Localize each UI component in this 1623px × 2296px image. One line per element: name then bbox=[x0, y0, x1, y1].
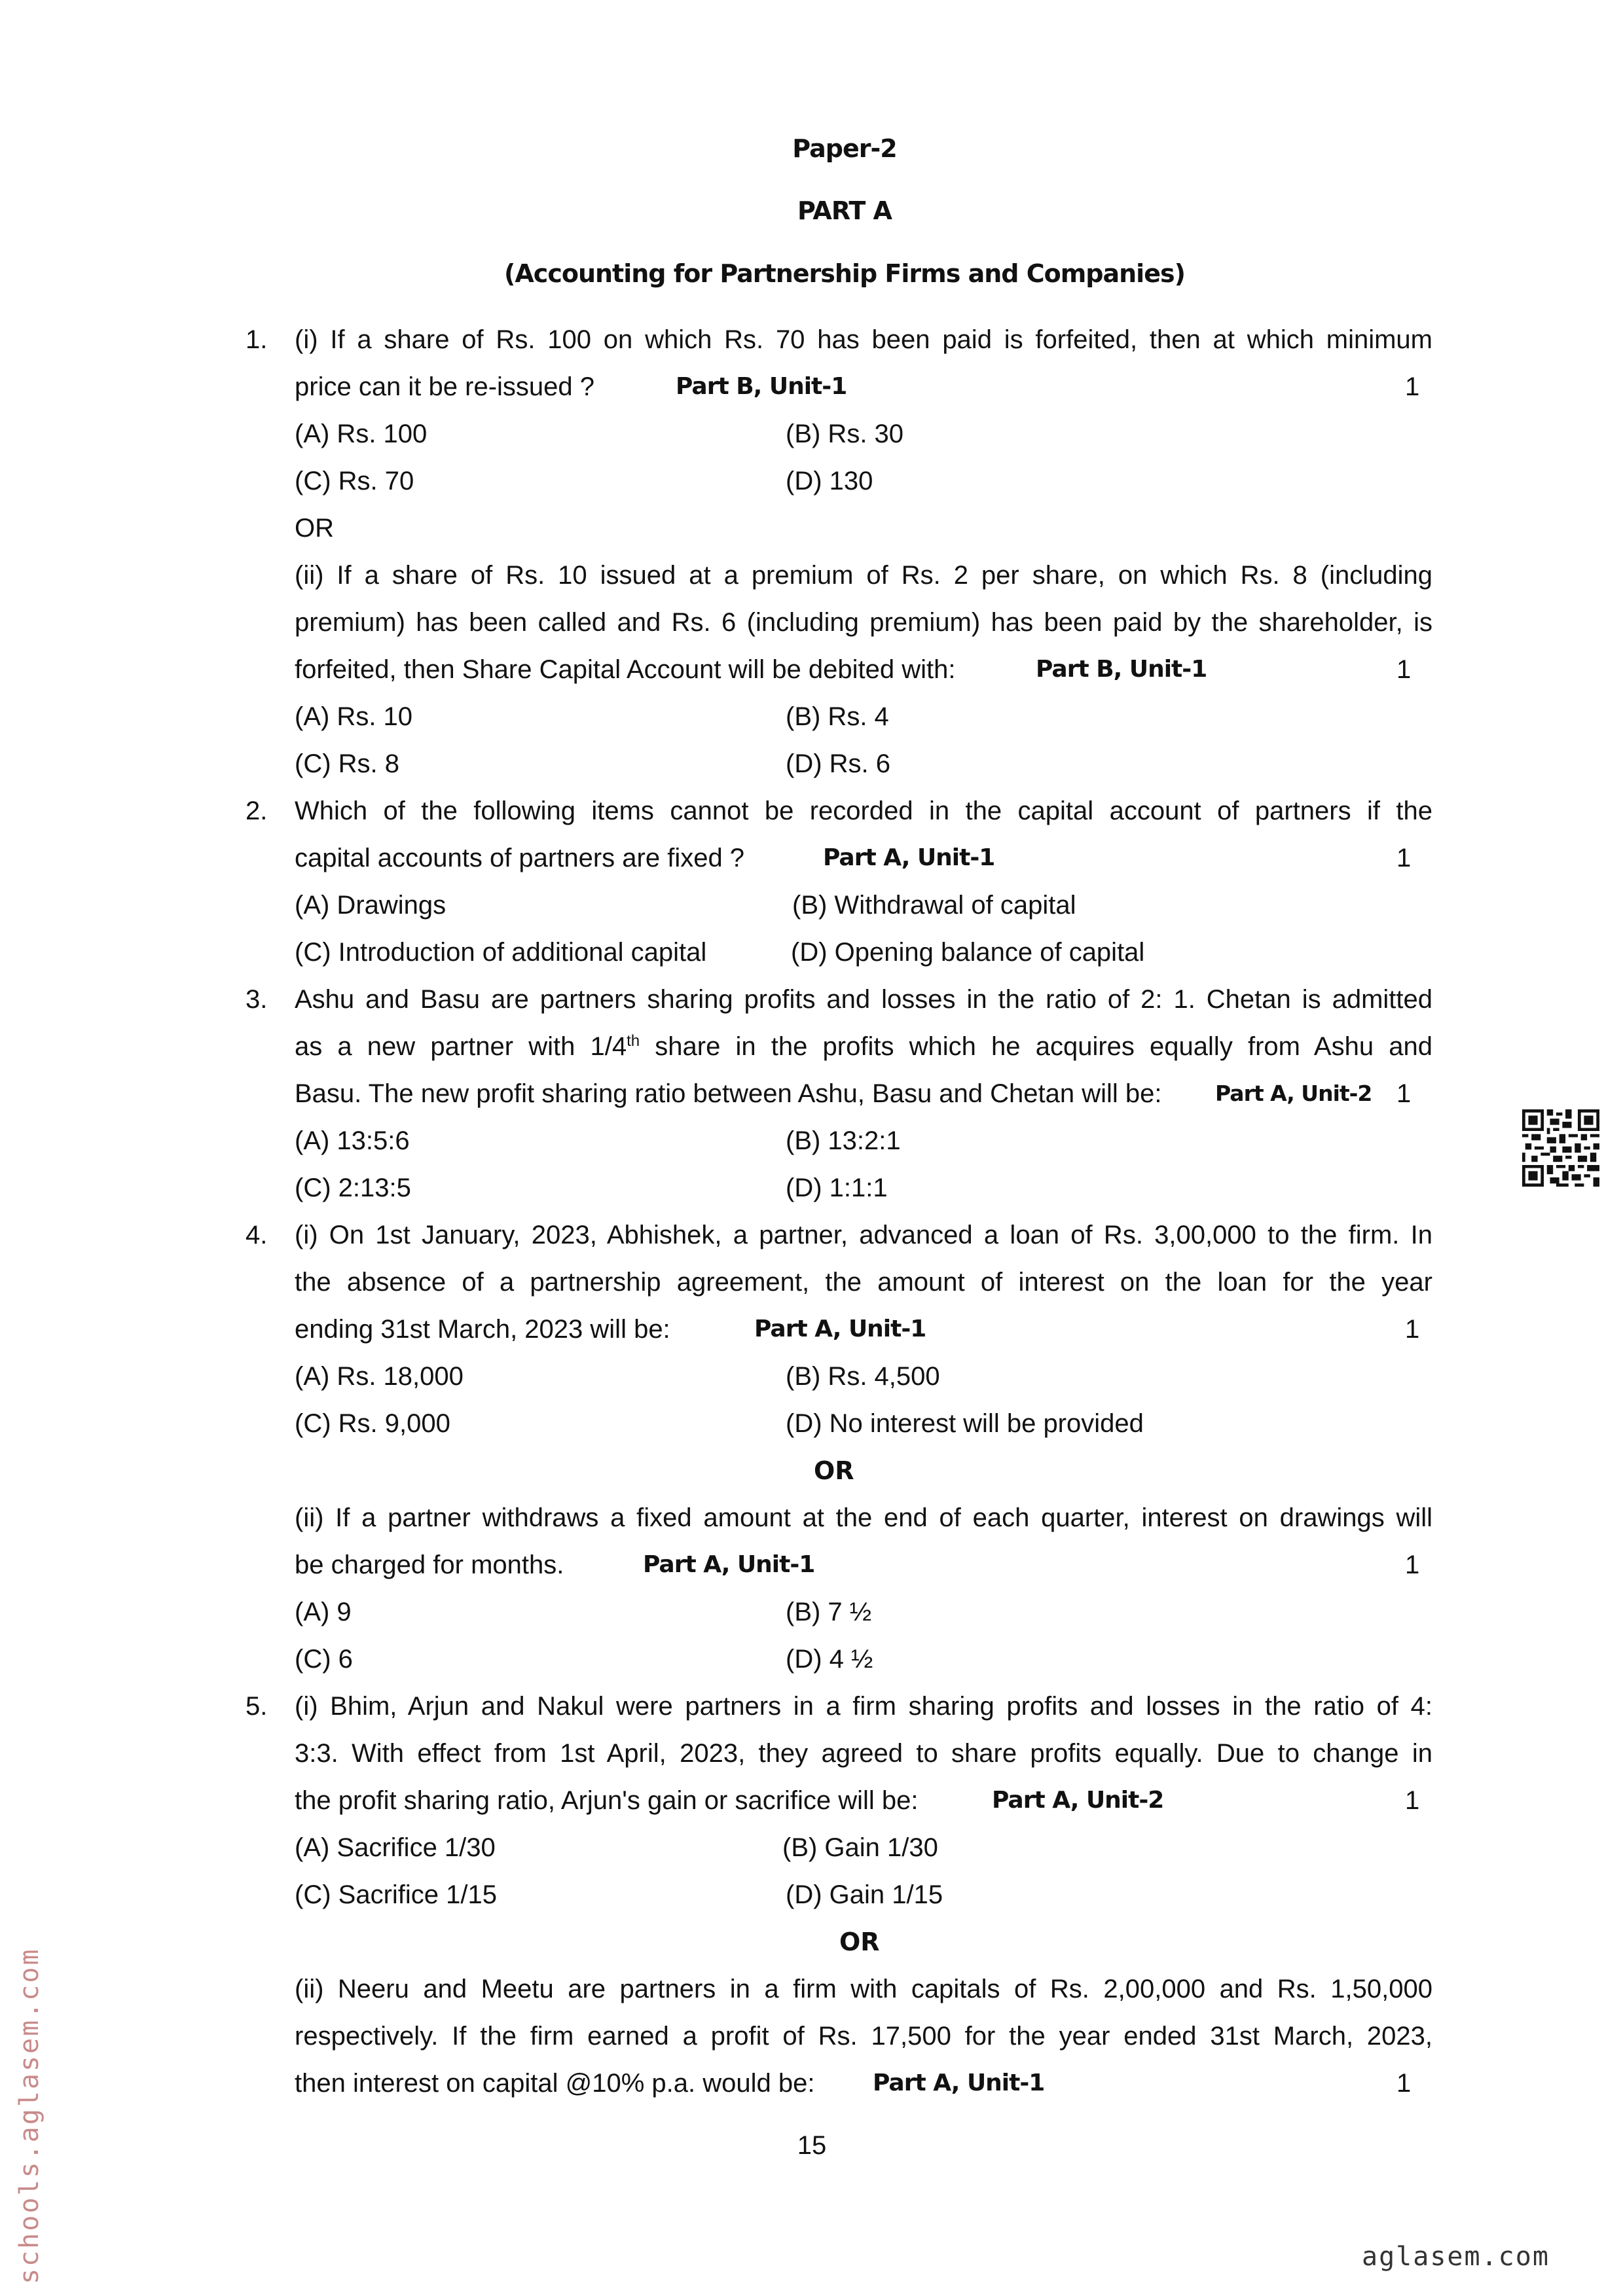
option-b: (B) 13:2:1 bbox=[786, 1126, 901, 1155]
question-text: (i) If a share of Rs. 100 on which Rs. 70 has been paid is forfeited, then at which minimum bbox=[295, 325, 1432, 354]
unit-tag: Part B, Unit-1 bbox=[1036, 656, 1207, 683]
question-number: 3. bbox=[246, 985, 268, 1014]
marks: 1 bbox=[1396, 2069, 1412, 2098]
question-text-fragment: Basu. The new profit sharing ratio between Ashu, Basu and Chetan will be: bbox=[295, 1079, 1162, 1108]
unit-tag: Part B, Unit-1 bbox=[676, 373, 847, 400]
marks: 1 bbox=[1396, 655, 1412, 684]
option-d: (D) Rs. 6 bbox=[786, 749, 890, 778]
marks: 1 bbox=[1405, 1551, 1420, 1579]
bottom-watermark: aglasem.com bbox=[1362, 2242, 1550, 2272]
option-c: (C) 2:13:5 bbox=[295, 1174, 411, 1202]
option-d: (D) Gain 1/15 bbox=[786, 1880, 943, 1909]
option-c: (C) Rs. 8 bbox=[295, 749, 399, 778]
section-subtitle: (Accounting for Partnership Firms and Companies) bbox=[504, 259, 1185, 288]
option-b: (B) Rs. 4,500 bbox=[786, 1362, 940, 1391]
marks: 1 bbox=[1405, 1315, 1420, 1344]
unit-tag: Part A, Unit-2 bbox=[1215, 1081, 1372, 1106]
unit-tag: Part A, Unit-1 bbox=[823, 844, 995, 871]
question-number: 4. bbox=[246, 1221, 268, 1249]
question-text-fragment: forfeited, then Share Capital Account will be debited with: bbox=[295, 655, 956, 684]
marks: 1 bbox=[1405, 372, 1420, 401]
option-a: (A) Rs. 10 bbox=[295, 702, 413, 731]
option-a: (A) Sacrifice 1/30 bbox=[295, 1833, 496, 1862]
question-text: premium) has been called and Rs. 6 (including premium) has been paid by the shareholder, is bbox=[295, 608, 1432, 637]
option-d: (D) No interest will be provided bbox=[786, 1409, 1144, 1438]
question-text-fragment: be charged for months. bbox=[295, 1551, 564, 1579]
question-text: respectively. If the firm earned a profit of Rs. 17,500 for the year ended 31st March, 2023, bbox=[295, 2022, 1432, 2051]
paper-title: Paper-2 bbox=[792, 134, 897, 163]
marks: 1 bbox=[1405, 1786, 1420, 1815]
question-text-fragment: the profit sharing ratio, Arjun's gain or sacrifice will be: bbox=[295, 1786, 919, 1815]
unit-tag: Part A, Unit-1 bbox=[873, 2070, 1045, 2096]
or-separator: OR bbox=[814, 1456, 854, 1485]
question-text: Ashu and Basu are partners sharing profits and losses in the ratio of 2: 1. Chetan is admitted bbox=[295, 985, 1432, 1014]
question-text: (ii) If a partner withdraws a fixed amount at the end of each quarter, interest on drawings will bbox=[295, 1503, 1432, 1532]
option-a: (A) Rs. 100 bbox=[295, 420, 428, 448]
option-a: (A) 13:5:6 bbox=[295, 1126, 410, 1155]
question-text-fragment: price can it be re-issued ? bbox=[295, 372, 595, 401]
option-b: (B) Gain 1/30 bbox=[782, 1833, 938, 1862]
unit-tag: Part A, Unit-2 bbox=[992, 1787, 1164, 1814]
question-text-fragment: then interest on capital @10% p.a. would be: bbox=[295, 2069, 815, 2098]
option-b: (B) Rs. 4 bbox=[786, 702, 889, 731]
option-d: (D) 1:1:1 bbox=[786, 1174, 888, 1202]
option-c: (C) Rs. 70 bbox=[295, 467, 414, 495]
question-text-fragment: capital accounts of partners are fixed ? bbox=[295, 844, 745, 872]
option-d: (D) 4 ½ bbox=[786, 1645, 873, 1674]
option-a: (A) 9 bbox=[295, 1598, 352, 1626]
question-text: 3:3. With effect from 1st April, 2023, they agreed to share profits equally. Due to change in bbox=[295, 1739, 1432, 1768]
marks: 1 bbox=[1396, 1079, 1412, 1108]
question-text: the absence of a partnership agreement, the amount of interest on the loan for the year bbox=[295, 1268, 1432, 1297]
question-text bbox=[295, 646, 1432, 693]
question-number: 1. bbox=[246, 325, 268, 354]
question-number: 2. bbox=[246, 797, 268, 825]
question-text bbox=[295, 1541, 1432, 1588]
question-text-fragment: as a new partner with 1/4 bbox=[295, 1032, 627, 1061]
question-text bbox=[295, 2060, 1432, 2107]
page-number: 15 bbox=[797, 2131, 827, 2160]
question-text: (ii) Neeru and Meetu are partners in a firm with capitals of Rs. 2,00,000 and Rs. 1,50,000 bbox=[295, 1975, 1432, 2003]
option-b: (B) Withdrawal of capital bbox=[792, 891, 1076, 920]
question-text: Which of the following items cannot be recorded in the capital account of partners if the bbox=[295, 797, 1432, 825]
or-separator: OR bbox=[839, 1928, 880, 1956]
qr-code-icon bbox=[1522, 1109, 1599, 1187]
question-text-fragment: ending 31st March, 2023 will be: bbox=[295, 1315, 670, 1344]
option-b: (B) Rs. 30 bbox=[786, 420, 904, 448]
option-a: (A) Drawings bbox=[295, 891, 447, 920]
superscript: th bbox=[627, 1032, 640, 1050]
option-d: (D) Opening balance of capital bbox=[791, 938, 1145, 967]
option-c: (C) 6 bbox=[295, 1645, 353, 1674]
option-c: (C) Introduction of additional capital bbox=[295, 938, 707, 967]
question-text: (i) Bhim, Arjun and Nakul were partners in a firm sharing profits and losses in the ratio of 4: bbox=[295, 1692, 1432, 1721]
unit-tag: Part A, Unit-1 bbox=[754, 1316, 926, 1342]
option-c: (C) Sacrifice 1/15 bbox=[295, 1880, 497, 1909]
question-text-fragment: share in the profits which he acquires equally from Ashu and bbox=[640, 1032, 1432, 1061]
question-text: (ii) If a share of Rs. 10 issued at a premium of Rs. 2 per share, on which Rs. 8 (including bbox=[295, 561, 1432, 590]
option-a: (A) Rs. 18,000 bbox=[295, 1362, 464, 1391]
question-text bbox=[295, 1023, 1432, 1070]
question-text bbox=[295, 363, 1432, 410]
question-text: (i) On 1st January, 2023, Abhishek, a partner, advanced a loan of Rs. 3,00,000 to the firm. In bbox=[295, 1221, 1432, 1249]
question-text bbox=[295, 1777, 1432, 1824]
unit-tag: Part A, Unit-1 bbox=[643, 1551, 815, 1578]
option-b: (B) 7 ½ bbox=[786, 1598, 872, 1626]
part-title: PART A bbox=[797, 196, 892, 225]
marks: 1 bbox=[1396, 844, 1412, 872]
question-number: 5. bbox=[246, 1692, 268, 1721]
or-separator: OR bbox=[295, 514, 334, 543]
option-d: (D) 130 bbox=[786, 467, 873, 495]
option-c: (C) Rs. 9,000 bbox=[295, 1409, 450, 1438]
side-watermark: schools.aglasem.com bbox=[14, 1947, 45, 2284]
